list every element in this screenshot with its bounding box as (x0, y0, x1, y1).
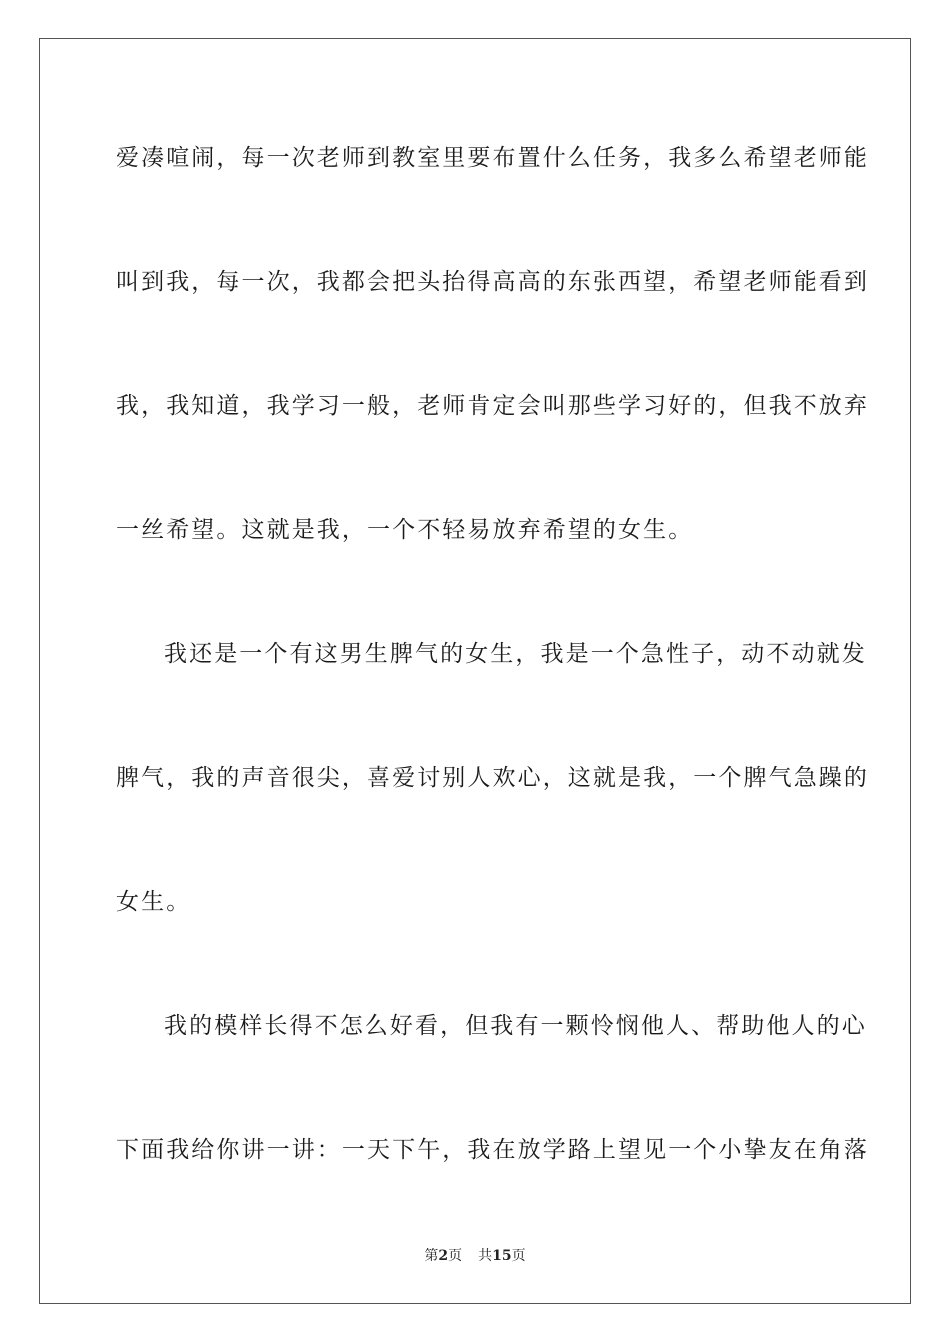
paragraph-start-line: 我的模样长得不怎么好看，但我有一颗怜悯他人、帮助他人的心 (164, 1013, 867, 1039)
total-pages: 15 (492, 1248, 512, 1264)
text-line: 下面我给你讲一讲：一天下午，我在放学路上望见一个小挚友在角落 (116, 1137, 869, 1163)
page-number: 2 (438, 1248, 449, 1264)
page-prefix: 第 (424, 1248, 439, 1264)
page-frame (39, 38, 911, 1304)
text-line: 爱凑喧闹，每一次老师到教室里要布置什么任务，我多么希望老师能 (116, 145, 869, 171)
text-line: 女生。 (116, 889, 192, 915)
text-line: 我，我知道，我学习一般，老师肯定会叫那些学习好的，但我不放弃 (116, 393, 869, 419)
page-suffix: 页 (448, 1248, 463, 1264)
total-suffix: 页 (511, 1248, 526, 1264)
page-footer (0, 1247, 950, 1265)
total-prefix: 共 (478, 1248, 493, 1264)
text-line: 叫到我，每一次，我都会把头抬得高高的东张西望，希望老师能看到 (116, 269, 869, 295)
paragraph-start-line: 我还是一个有这男生脾气的女生，我是一个急性子，动不动就发 (164, 641, 867, 667)
text-line: 脾气，我的声音很尖，喜爱讨别人欢心，这就是我，一个脾气急躁的 (116, 765, 869, 791)
text-line: 一丝希望。这就是我，一个不轻易放弃希望的女生。 (116, 517, 694, 543)
